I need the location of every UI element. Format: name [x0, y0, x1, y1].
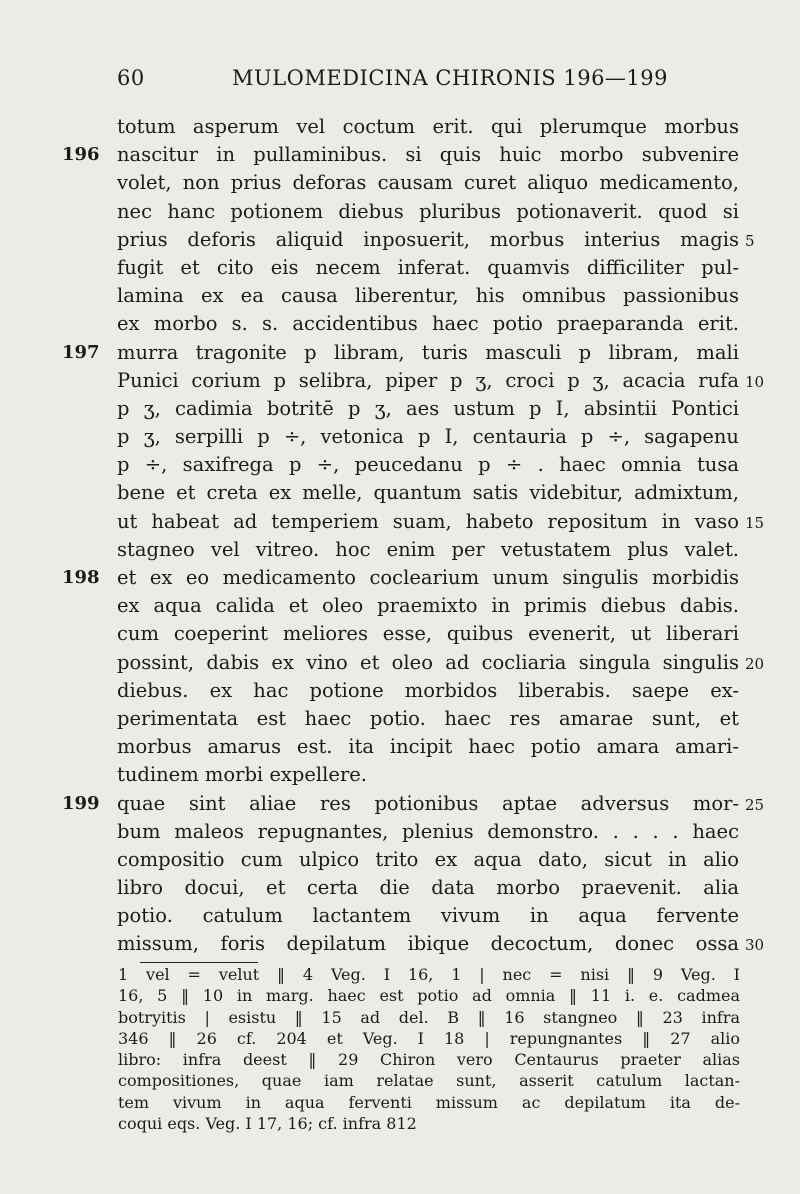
line-text: tudinem morbi expellere.: [117, 763, 368, 787]
footnote-text: 346 ‖ 26 cf. 204 et Veg. I 18 | repungnantes ‖ 27 alio: [118, 1028, 740, 1048]
text-line: [0, 874, 800, 902]
text-line: [0, 649, 800, 677]
line-text: prius deforis aliquid inposuerit, morbus interius magis: [117, 227, 739, 251]
text-line: [0, 310, 800, 338]
text-line: [0, 846, 800, 874]
line-text: Punici corium p selibra, piper p ʒ, croci p ʒ, acacia rufa: [117, 368, 739, 392]
section-number: 199: [62, 792, 100, 814]
footnote-line: [0, 1049, 800, 1070]
line-number: 5: [745, 231, 755, 250]
line-text: bene et creta ex melle, quantum satis videbitur, admixtum,: [117, 481, 739, 505]
text-line: [0, 395, 800, 423]
section-number: 198: [62, 567, 100, 588]
text-line: [0, 141, 800, 169]
text-line: [0, 226, 800, 254]
footnote-text: coqui eqs. Veg. I 17, 16; cf. infra 812: [118, 1114, 417, 1134]
section-number: 197: [62, 341, 100, 363]
text-line: [0, 677, 800, 705]
footnote-line: [0, 1070, 800, 1091]
main-text: [0, 113, 800, 959]
line-text: bum maleos repugnantes, plenius demonstro. . . . . haec: [117, 819, 739, 843]
text-line: [0, 564, 800, 592]
footnote-rule: [140, 962, 258, 963]
footnote-text: botryitis | esistu ‖ 15 ad del. B ‖ 16 stangneo ‖ 23 infra: [118, 1007, 740, 1027]
text-line: [0, 592, 800, 620]
line-text: nascitur in pullaminibus. si quis huic morbo subvenire: [117, 143, 739, 167]
section-number: 196: [62, 144, 100, 166]
line-text: diebus. ex hac potione morbidos liberabis. saepe ex-: [117, 678, 739, 702]
text-line: [0, 367, 800, 395]
footnote-text: 1 vel = velut ‖ 4 Veg. I 16, 1 | nec = nisi ‖ 9 Veg. I: [118, 965, 740, 984]
line-text: murra tragonite p libram, turis masculi p libram, mali: [117, 340, 739, 364]
line-text: ex morbo s. s. accidentibus haec potio praeparanda erit.: [117, 312, 739, 336]
line-text: possint, dabis ex vino et oleo ad cocliaria singula singulis: [117, 650, 739, 674]
line-text: potio. catulum lactantem vivum in aqua fervente: [117, 904, 739, 928]
line-number: 30: [745, 936, 765, 955]
text-line: [0, 451, 800, 479]
line-text: p ʒ, cadimia botritē p ʒ, aes ustum p I, absintii Pontici: [117, 396, 739, 420]
line-text: et ex eo medicamento coclearium unum singulis morbidis: [117, 566, 739, 589]
line-text: ex aqua calida et oleo praemixto in primis diebus dabis.: [117, 594, 739, 618]
text-line: [0, 761, 800, 789]
line-text: volet, non prius deforas causam curet aliquo medicamento,: [117, 171, 739, 195]
line-text: p ʒ, serpilli p ÷, vetonica p I, centauria p ÷, sagapenu: [117, 425, 739, 449]
text-line: [0, 705, 800, 733]
text-line: [0, 902, 800, 930]
text-line: [0, 113, 800, 141]
line-number: 15: [745, 513, 765, 532]
line-text: p ÷, saxifrega p ÷, peucedanu p ÷ . haec omnia tusa: [117, 453, 739, 477]
text-line: [0, 508, 800, 536]
line-number: 25: [745, 795, 765, 814]
footnote-line: [0, 985, 800, 1006]
footnote-text: compositiones, quae iam relatae sunt, asserit catulum lactan-: [118, 1071, 740, 1091]
line-text: libro docui, et certa die data morbo praevenit. alia: [117, 876, 739, 900]
text-line: [0, 620, 800, 648]
line-text: fugit et cito eis necem inferat. quamvis difficiliter pul-: [117, 255, 739, 279]
line-text: ut habeat ad temperiem suam, habeto repositum in vaso: [117, 509, 739, 533]
footnote-text: libro: infra deest ‖ 29 Chiron vero Centaurus praeter alias: [118, 1050, 740, 1070]
text-line: [0, 790, 800, 818]
line-text: missum, foris depilatum ibique decoctum, donec ossa: [117, 932, 739, 956]
text-line: [0, 198, 800, 226]
text-line: [0, 818, 800, 846]
line-text: quae sint aliae res potionibus aptae adversus mor-: [117, 791, 739, 815]
line-text: lamina ex ea causa liberentur, his omnibus passionibus: [117, 284, 739, 308]
text-line: [0, 479, 800, 507]
footnote-line: [0, 1092, 800, 1113]
apparatus-criticus: [0, 964, 800, 1134]
line-text: compositio cum ulpico trito ex aqua dato, sicut in alio: [117, 847, 739, 871]
text-line: [0, 930, 800, 958]
line-text: cum coeperint meliores esse, quibus evenerit, ut liberari: [117, 622, 739, 646]
page-number: 60: [117, 66, 145, 90]
footnote-text: tem vivum in aqua ferventi missum ac depilatum ita de-: [118, 1092, 740, 1112]
text-line: [0, 733, 800, 761]
line-text: stagneo vel vitreo. hoc enim per vetustatem plus valet.: [117, 537, 739, 561]
line-text: totum asperum vel coctum erit. qui plerumque morbus: [117, 115, 739, 138]
line-text: morbus amarus est. ita incipit haec potio amara amari-: [117, 735, 739, 759]
footnote-text: 16, 5 ‖ 10 in marg. haec est potio ad omnia ‖ 11 i. e. cadmea: [118, 986, 740, 1006]
footnote-line: [0, 1028, 800, 1049]
text-line: [0, 339, 800, 367]
text-line: [0, 169, 800, 197]
text-line: [0, 254, 800, 282]
footnote-line: [0, 964, 800, 985]
text-line: [0, 282, 800, 310]
line-text: nec hanc potionem diebus pluribus potionaverit. quod si: [117, 199, 739, 223]
footnote-line: [0, 1113, 800, 1134]
line-number: 10: [745, 372, 765, 391]
text-line: [0, 423, 800, 451]
footnote-line: [0, 1007, 800, 1028]
running-title: MULOMEDICINA CHIRONIS 196—199: [232, 66, 669, 90]
line-number: 20: [745, 654, 765, 673]
line-text: perimentata est haec potio. haec res amarae sunt, et: [117, 706, 739, 730]
text-line: [0, 536, 800, 564]
